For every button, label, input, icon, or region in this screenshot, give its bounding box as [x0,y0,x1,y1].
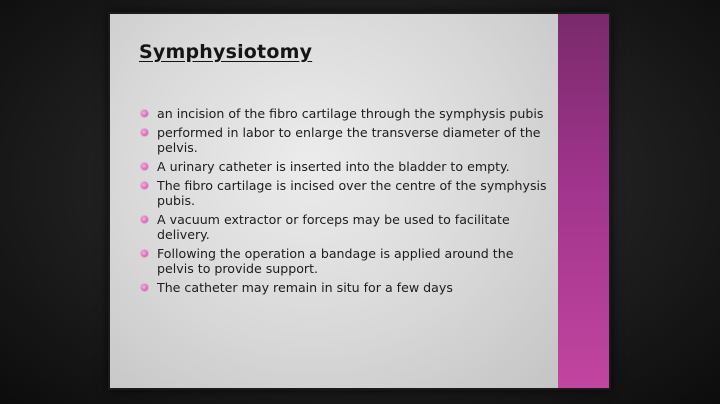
bullet-text: A urinary catheter is inserted into the bladder to empty. [157,159,510,174]
bullet-icon [141,182,148,189]
bullet-icon [141,284,148,291]
slide-title: Symphysiotomy [139,41,313,63]
content-panel [110,14,558,388]
bullet-icon [141,129,148,136]
bullet-text: an incision of the fibro cartilage through the symphysis pubis [157,106,544,121]
bullet-icon [141,250,148,257]
bullet-text: The fibro cartilage is incised over the centre of the symphysis pubis. [157,178,547,208]
bullet-list [140,106,550,299]
bullet-icon [141,110,148,117]
list-item [140,178,550,208]
bullet-text: The catheter may remain in situ for a few days [157,280,453,295]
bullet-text: A vacuum extractor or forceps may be used to facilitate delivery. [157,212,510,242]
accent-bar [558,14,609,388]
bullet-icon [141,216,148,223]
list-item [140,280,550,295]
bullet-text: performed in labor to enlarge the transverse diameter of the pelvis. [157,125,541,155]
list-item [140,159,550,174]
bullet-icon [141,163,148,170]
list-item [140,106,550,121]
list-item [140,246,550,276]
list-item [140,125,550,155]
slide [108,12,611,390]
bullet-text: Following the operation a bandage is applied around the pelvis to provide support. [157,246,514,276]
list-item [140,212,550,242]
